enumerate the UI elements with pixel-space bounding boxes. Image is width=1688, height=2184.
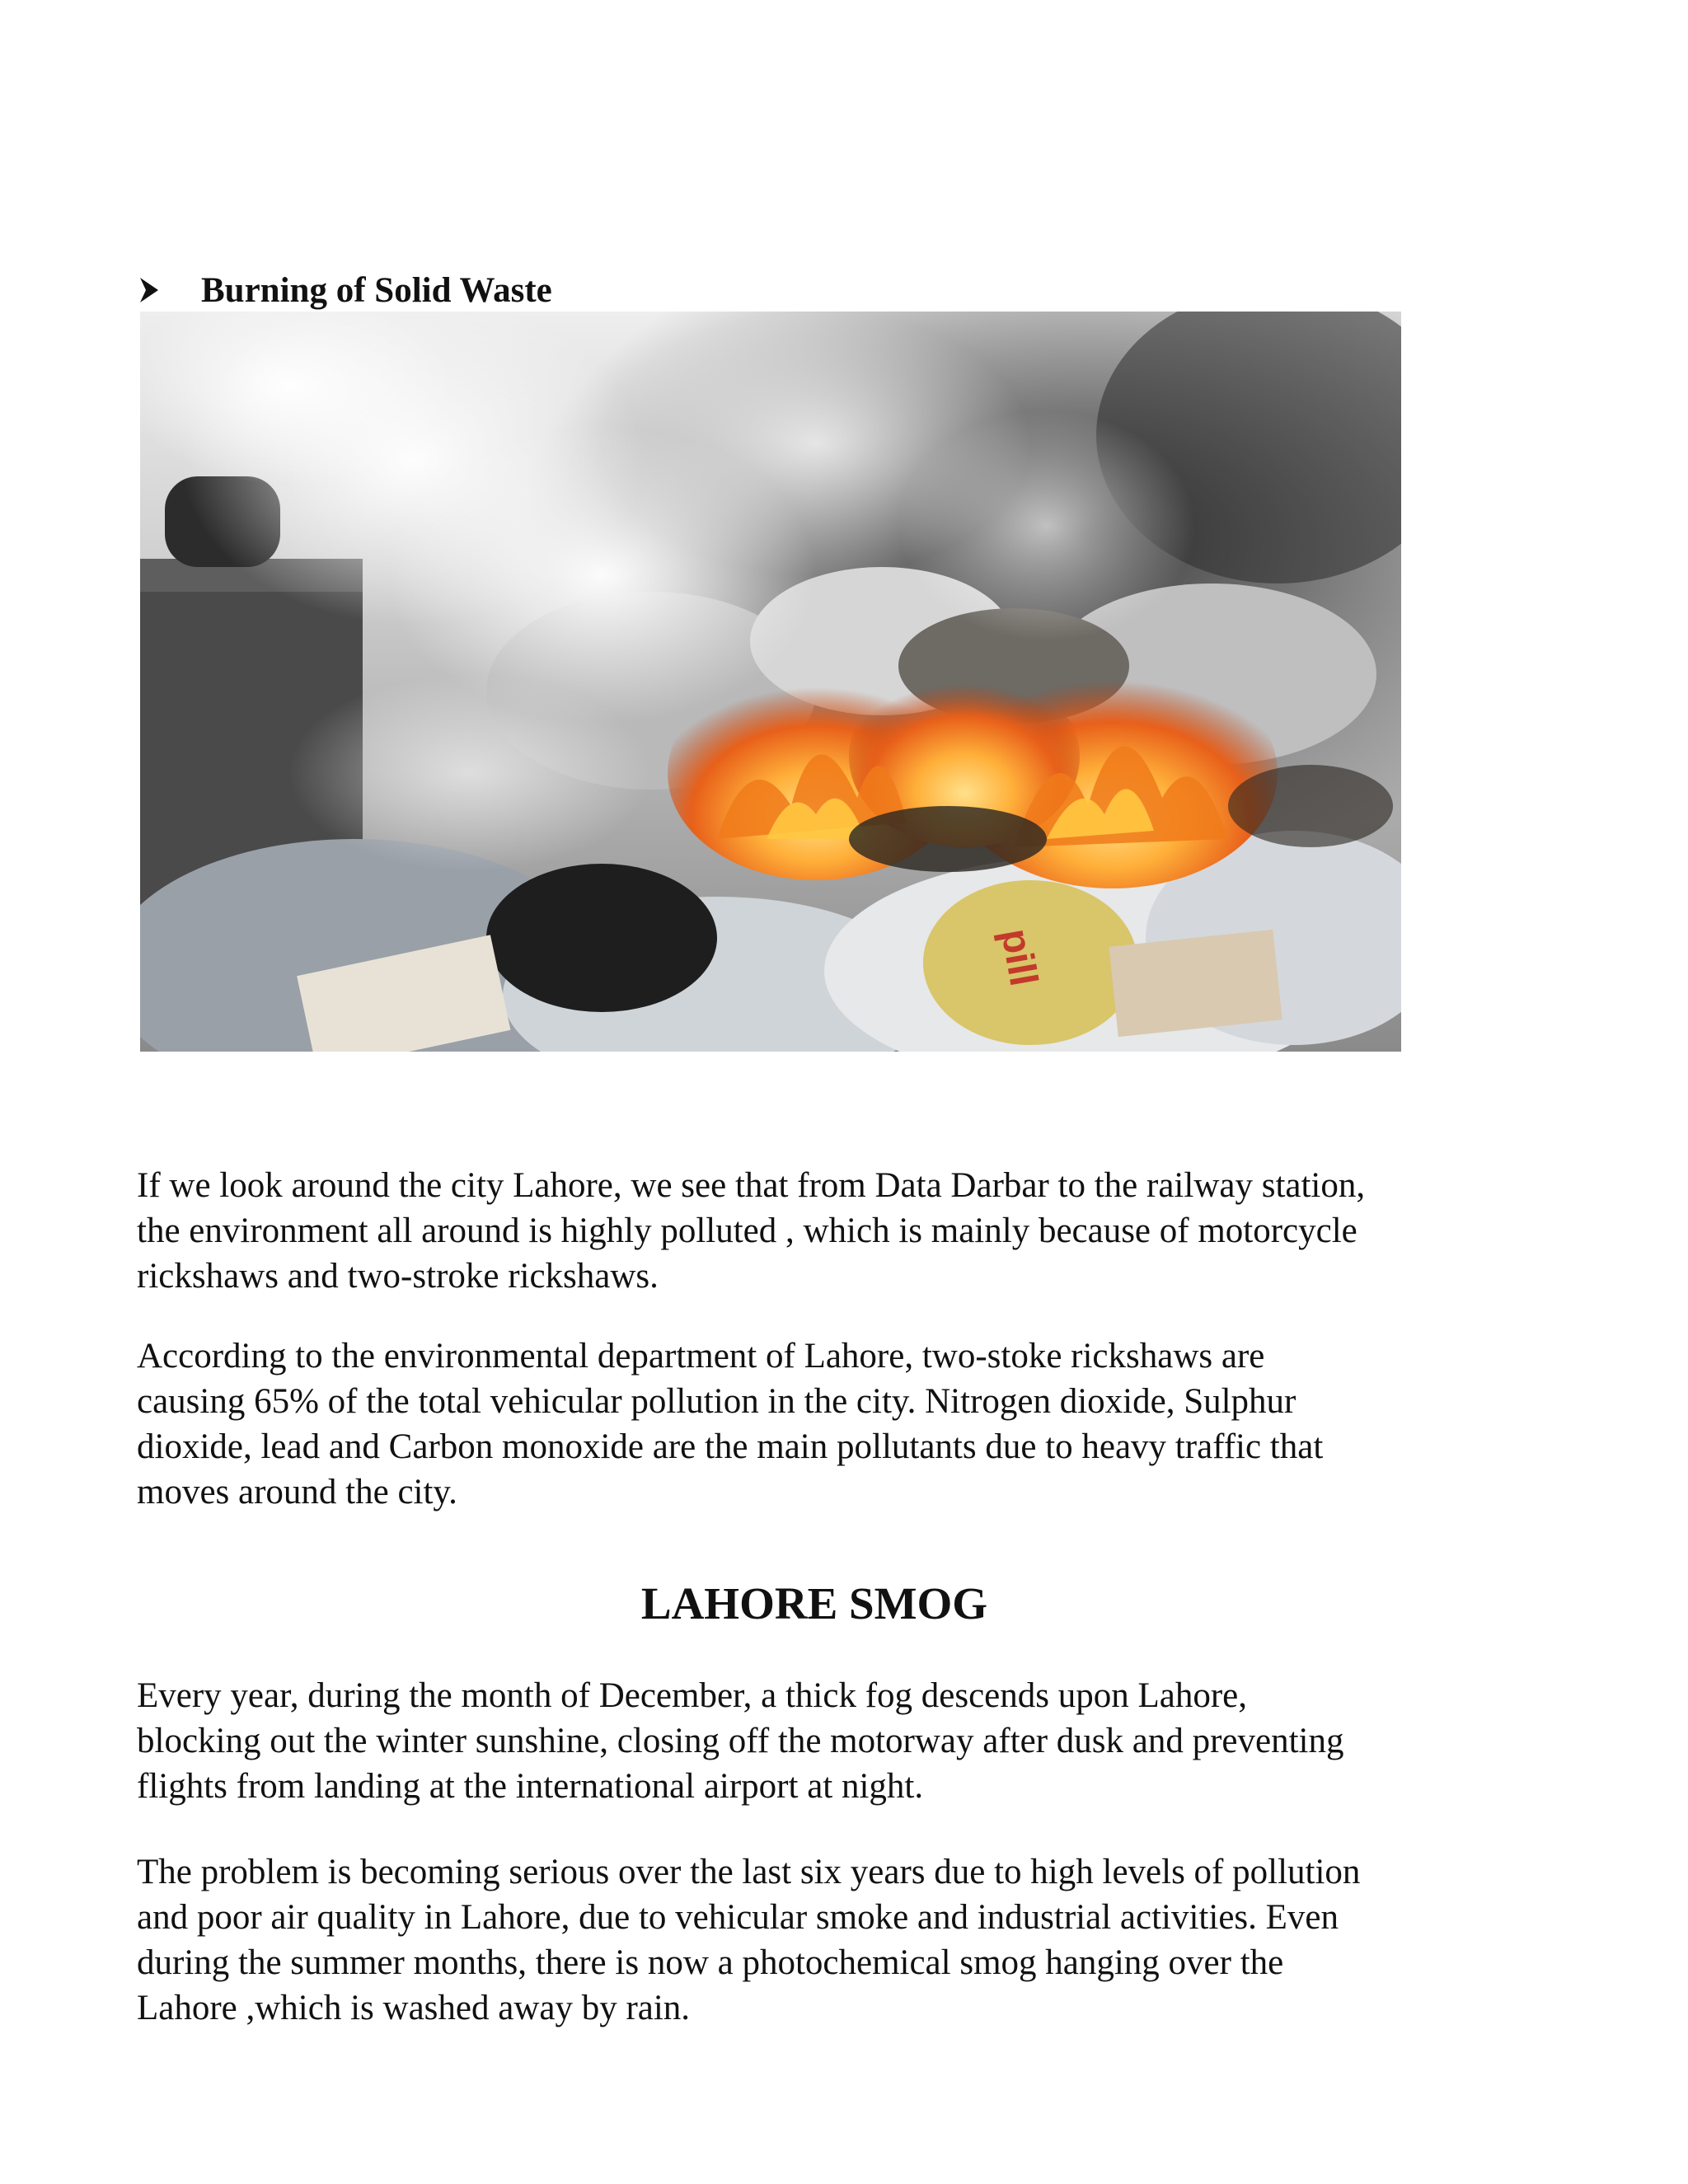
bullet-heading-text: Burning of Solid Waste: [201, 270, 552, 310]
paragraph-december-fog: Every year, during the month of December, a thick fog descends upon Lahore, blocking out the winter sunshine, closing off the motorway after dusk and preventing flights from landing at the international airport at night.: [137, 1676, 1344, 1806]
paragraph-smog-problem: The problem is becoming serious over the last six years due to high levels of pollution and poor air quality in Lahore, due to vehicular smoke and industrial activities. Even during the summer months, there is now a photochemical smog hanging over the Lahore ,which is washed away by rain.: [137, 1853, 1361, 2027]
section-title: LAHORE SMOG: [640, 1578, 988, 1629]
bag-label: pill: [992, 925, 1046, 990]
bullet-heading: [138, 265, 552, 315]
paragraph-rickshaw-pollution: According to the environmental department of Lahore, two-stoke rickshaws are causing 65% of the total vehicular pollution in the city. Nitrogen dioxide, Sulphur dioxide, lead and Carbon monoxide are the main pollutants due to heavy traffic that moves around the city.: [137, 1337, 1324, 1511]
burning-waste-photo: [140, 312, 1401, 1052]
arrow-bullet-icon: [138, 276, 160, 304]
paragraph-lahore-pollution: If we look around the city Lahore, we see that from Data Darbar to the railway station, the environment all around is highly polluted , which is mainly because of motorcycle rickshaws and two-stroke rickshaws.: [137, 1166, 1366, 1296]
